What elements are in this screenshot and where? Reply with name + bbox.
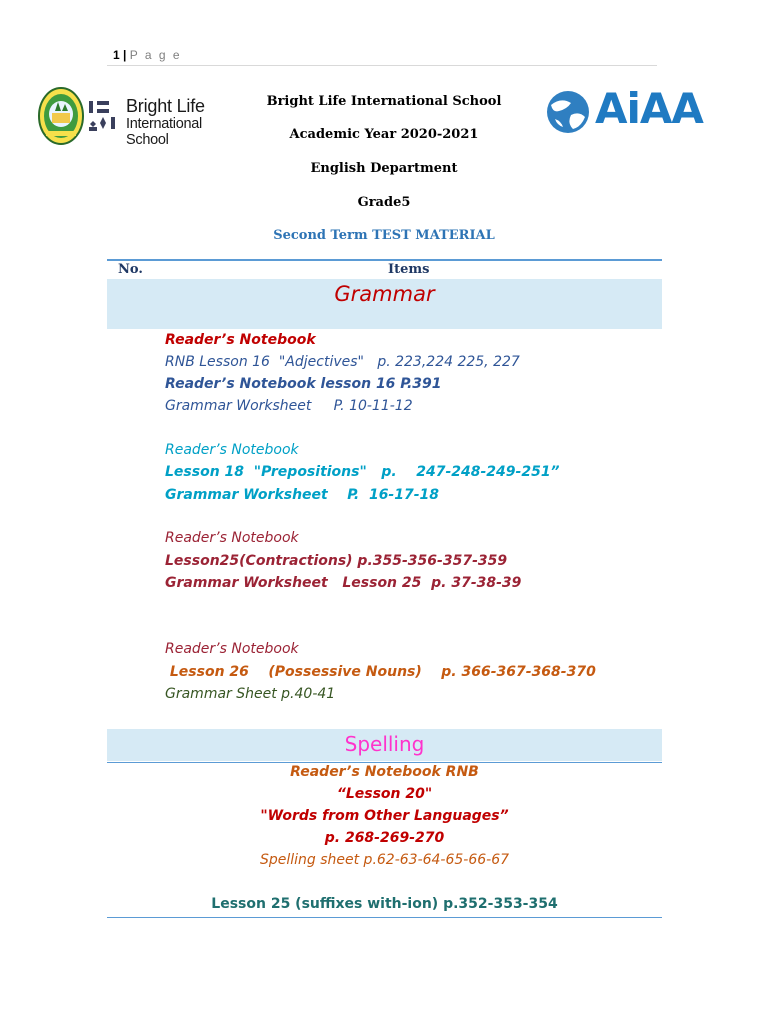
school-seal-icon — [38, 87, 84, 145]
column-header-items: Items — [388, 262, 430, 277]
aiaa-logo-text: AiAA — [595, 84, 703, 133]
table-bottom-rule — [107, 917, 662, 918]
logo-line-1: Bright Life — [126, 96, 205, 116]
page-number-value: 1 — [113, 48, 120, 62]
academic-year: Academic Year 2020-2021 — [289, 127, 479, 142]
grammar-block-4-line-3: Grammar Sheet p.40-41 — [165, 686, 336, 702]
page-number — [113, 48, 182, 62]
grammar-block-3-line-1: Reader’s Notebook — [165, 530, 299, 546]
grammar-block-4-line-2: Lesson 26 (Possessive Nouns) p. 366-367-368-370 — [165, 664, 596, 680]
grammar-block-2-line-3: Grammar Worksheet P. 16-17-18 — [165, 487, 440, 503]
grammar-block-3-line-3: Grammar Worksheet Lesson 25 p. 37-38-39 — [165, 575, 522, 591]
grade: Grade5 — [357, 195, 411, 210]
grammar-block-2-line-2: Lesson 18 "Prepositions" p. 247-248-249-251” — [165, 464, 560, 480]
grammar-block-2-line-1: Reader’s Notebook — [165, 442, 299, 458]
grammar-block-4-line-1: Reader’s Notebook — [165, 641, 299, 657]
column-header-no: No. — [118, 262, 143, 277]
spelling-band-rule — [107, 762, 662, 763]
spelling-line-2: “Lesson 20" — [336, 786, 433, 802]
spelling-line-6: Lesson 25 (suffixes with-ion) p.352-353-354 — [211, 896, 558, 912]
grammar-block-3-line-2: Lesson25(Contractions) p.355-356-357-359 — [165, 553, 508, 569]
page-label: P a g e — [129, 48, 182, 62]
spelling-line-1: Reader’s Notebook RNB — [290, 764, 479, 780]
grammar-section-band — [107, 279, 662, 329]
grammar-block-1-line-3: Reader’s Notebook lesson 16 P.391 — [165, 376, 442, 392]
table-top-rule — [107, 259, 662, 261]
page-separator: | — [123, 48, 127, 62]
grammar-title: Grammar — [334, 282, 435, 306]
department: English Department — [310, 161, 458, 176]
spelling-title: Spelling — [344, 732, 425, 756]
header-rule — [107, 65, 657, 66]
logo-line-2: International School — [126, 115, 202, 148]
grammar-block-1-line-1: Reader’s Notebook — [165, 332, 316, 348]
grammar-block-1-line-4: Grammar Worksheet P. 10-11-12 — [165, 398, 413, 414]
spelling-section-band — [107, 729, 662, 761]
spelling-line-5: Spelling sheet p.62-63-64-65-66-67 — [259, 852, 510, 868]
term-subtitle: Second Term TEST MATERIAL — [273, 228, 495, 243]
grammar-block-1-line-2: RNB Lesson 16 "Adjectives" p. 223,224 225, 227 — [165, 354, 520, 370]
spelling-line-4: p. 268-269-270 — [324, 830, 445, 846]
school-title: Bright Life International School — [266, 94, 502, 109]
spelling-line-3: "Words from Other Languages” — [260, 808, 509, 824]
